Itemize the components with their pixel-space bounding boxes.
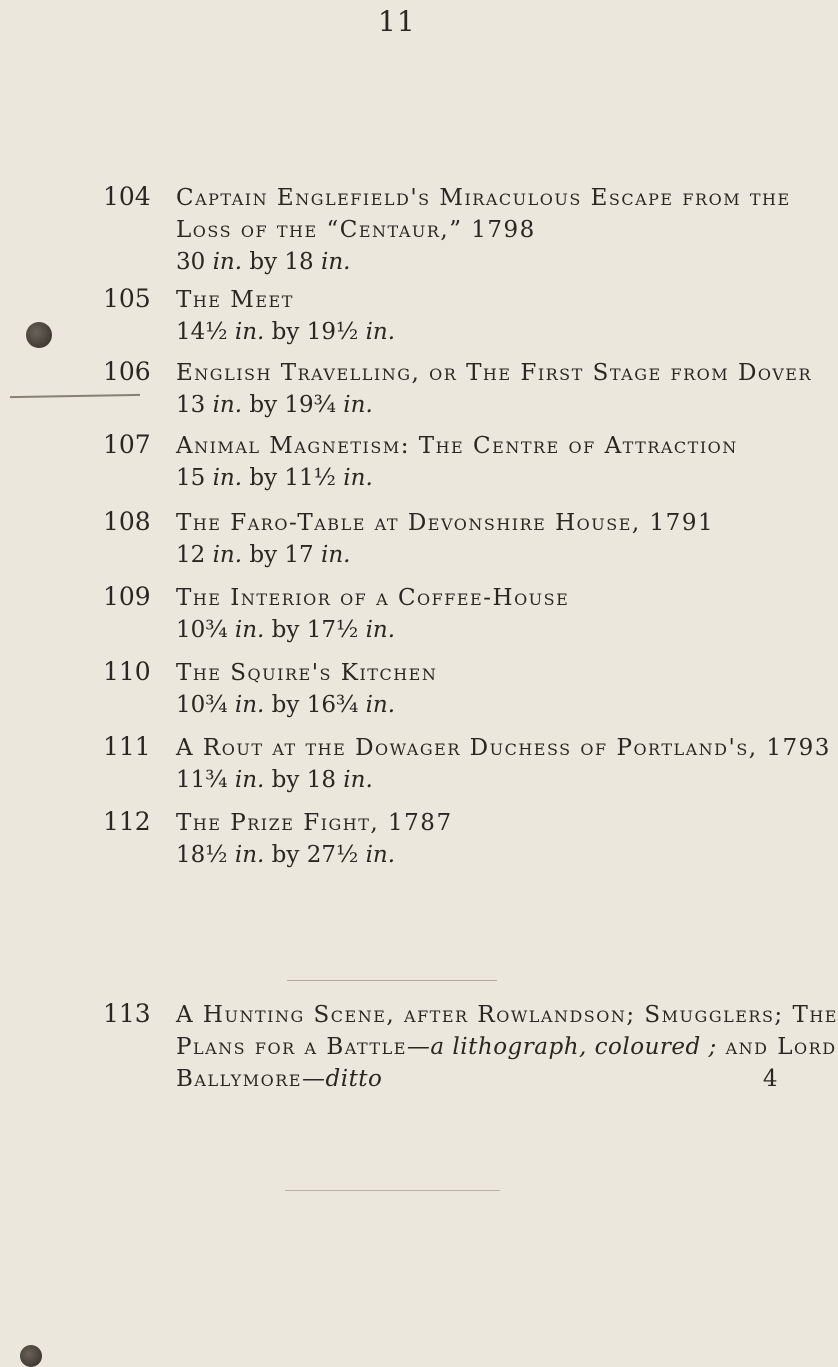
entry-dimensions: 15 in. by 11½ in. — [176, 465, 373, 491]
entry-title-part: Ballymore — [176, 1066, 302, 1092]
entry-title: The Squire's Kitchen — [176, 660, 438, 686]
lot-number: 108 — [103, 507, 151, 536]
entry-title: The Prize Fight, 1787 — [176, 810, 453, 836]
page-number: 11 — [378, 5, 416, 38]
entry-dimensions: 18½ in. by 27½ in. — [176, 842, 396, 868]
entry-dimensions: 10¾ in. by 17½ in. — [176, 617, 396, 643]
entry-title-cont — [176, 1031, 837, 1063]
catalogue-entry — [103, 357, 813, 421]
entry-title-part: Plans for a Battle — [176, 1034, 407, 1060]
lot-number: 109 — [103, 582, 151, 611]
entry-title-cont — [176, 1063, 793, 1095]
lot-price: 4 — [762, 1066, 779, 1092]
entry-dimensions: 11¾ in. by 18 in. — [176, 767, 373, 793]
entry-title-part: and Lord — [716, 1034, 837, 1060]
catalogue-entry — [103, 807, 793, 871]
entry-dimensions: 12 in. by 17 in. — [176, 542, 351, 568]
lot-number: 110 — [103, 657, 151, 686]
entry-title: English Travelling, or The First Stage from Dover — [176, 360, 813, 386]
catalogue-entry — [103, 182, 793, 278]
lot-number: 107 — [103, 430, 151, 459]
entry-title: The Meet — [176, 287, 294, 313]
catalogue-entry — [103, 732, 831, 796]
lot-number: 106 — [103, 357, 151, 386]
entry-title: Captain Englefield's Miraculous Escape from the — [176, 185, 791, 211]
lot-number: 112 — [103, 807, 151, 836]
entry-title: Animal Magnetism: The Centre of Attraction — [176, 433, 738, 459]
catalogue-entry — [103, 999, 838, 1095]
catalogue-entry — [103, 507, 793, 571]
entry-dimensions: 13 in. by 19¾ in. — [176, 392, 373, 418]
entry-note: —a lithograph, coloured ; — [406, 1034, 717, 1060]
lot-number: 111 — [103, 732, 151, 761]
entry-dimensions: 10¾ in. by 16¾ in. — [176, 692, 396, 718]
lot-number: 104 — [103, 182, 151, 211]
entry-title: A Hunting Scene, after Rowlandson; Smugglers; The — [176, 1002, 838, 1028]
lot-number: 105 — [103, 284, 151, 313]
section-divider — [285, 1190, 500, 1191]
ink-blot-icon — [20, 1345, 42, 1367]
ink-blot-icon — [26, 322, 52, 348]
entry-title: The Interior of a Coffee-House — [176, 585, 570, 611]
entry-dimensions: 14½ in. by 19½ in. — [176, 319, 396, 345]
entry-title: A Rout at the Dowager Duchess of Portland's, 1793 — [176, 735, 831, 761]
entry-title-cont: Loss of the “Centaur,” 1798 — [176, 217, 536, 243]
entry-dimensions: 30 in. by 18 in. — [176, 249, 351, 275]
catalogue-entry — [103, 284, 793, 348]
entry-title: The Faro-Table at Devonshire House, 1791 — [176, 510, 715, 536]
lot-number: 113 — [103, 999, 151, 1028]
catalogue-entry — [103, 582, 793, 646]
entry-note: —ditto — [301, 1066, 383, 1092]
catalogue-entry — [103, 657, 793, 721]
section-divider — [287, 980, 497, 981]
catalogue-entry — [103, 430, 793, 494]
